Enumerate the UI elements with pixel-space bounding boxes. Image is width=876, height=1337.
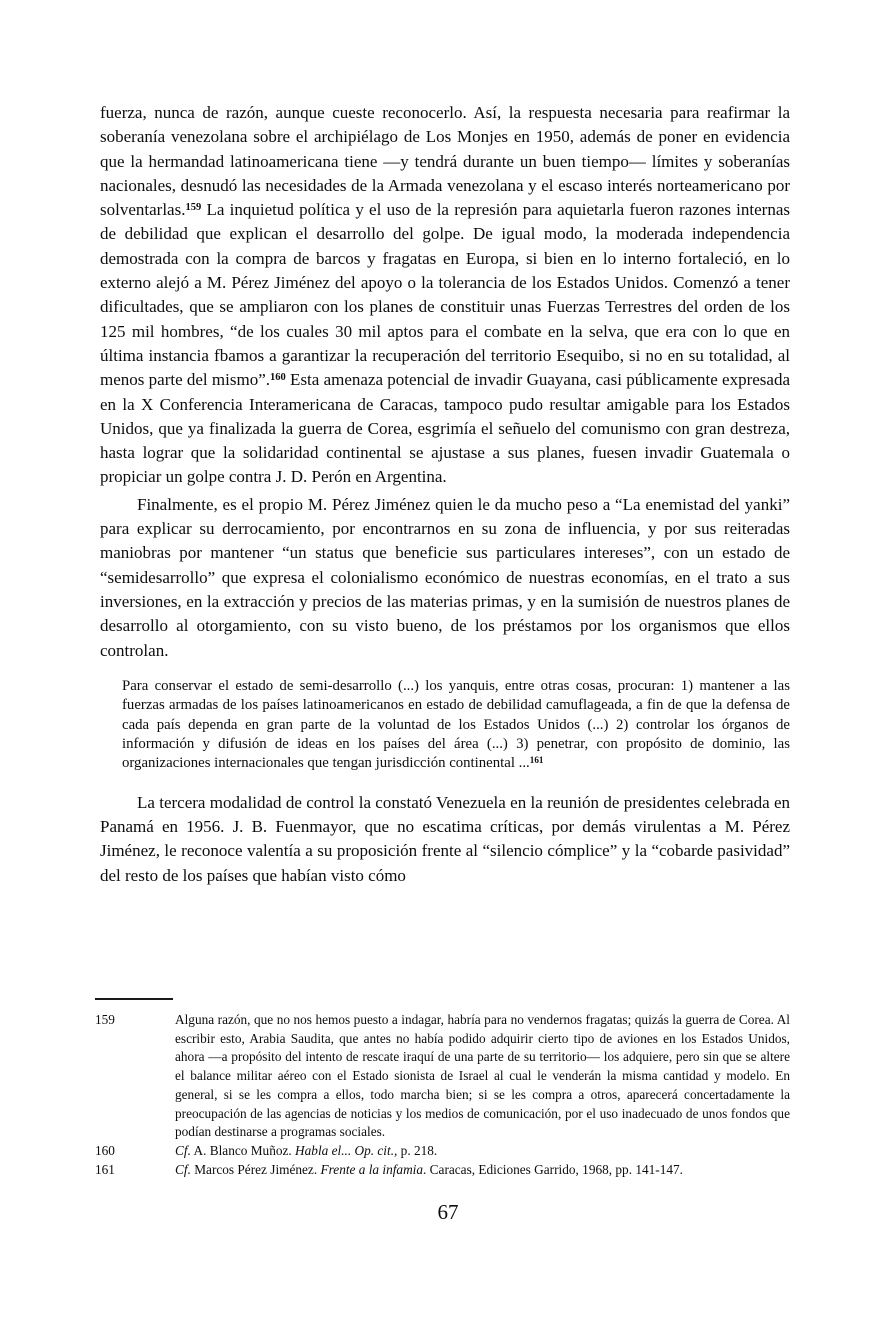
text-segment: fuerza, nunca de razón, aunque cueste reconocerlo. Así, la respuesta necesaria para reafirmar la soberanía venezolana sobre el archipiélago de Los Monjes en 1950, además de poner en evidencia que la hermandad latinoamericana tiene —y tendrá durante un buen tiempo— límites y soberanías nacionales, desnudó las necesidades de la Armada venezolana y el escaso interés norteamericano por solventarlas.	[100, 103, 790, 220]
text-column	[100, 101, 790, 888]
block-quote-semi-desarrollo	[122, 677, 790, 774]
footnote-number: 159	[95, 1012, 115, 1027]
footnote-number: 160	[95, 1142, 115, 1158]
text-segment: Cf.	[175, 1161, 191, 1177]
footnote-text	[175, 1162, 683, 1177]
paragraph-enemistad-del-yanki	[100, 493, 790, 663]
text-segment: Finalmente, es el propio M. Pérez Jiménez quien le da mucho peso a “La enemistad del yanki” para explicar su derrocamiento, por encontrarnos en su zona de influencia, y por sus reiteradas maniobras por mantener “un status que beneficie sus particulares intereses”, con un estado de “semidesarrollo” que expresa el colonialismo económico de nuestras economías, en el trato a sus inversiones, en la extracción y precios de las materias primas, y en la sumisión de nuestros planes de desarrollo al otorgamiento, con su visto bueno, de los préstamos por los organismos que ellos controlan.	[100, 494, 790, 660]
footnote-item	[95, 1161, 790, 1180]
text-segment: Habla el... Op. cit.,	[295, 1142, 398, 1158]
text-segment: La tercera modalidad de control la constató Venezuela en la reunión de presidentes celebrada en Panamá en 1956. J. B. Fuenmayor, que no escatima críticas, por demás virulentas a M. Pérez Jiménez, le reconoce valentía a su proposición frente al “silencio cómplice” y la “cobarde pasividad” del resto de los países que habían visto cómo	[100, 792, 790, 885]
footnote-text	[175, 1143, 437, 1158]
text-segment: La inquietud política y el uso de la represión para aquietarla fueron razones internas de debilidad que explican el desarrollo del golpe. De igual modo, la moderada independencia demostrada con la compra de barcos y fragatas en Europa, si bien en lo interno fortaleció, en lo externo alejó a M. Pérez Jiménez del apoyo o la tolerancia de los Estados Unidos. Comenzó a tener dificultades, que se ampliaron con los planes de constituir unas Fuerzas Terrestres del orden de los 125 mil hombres, “de los cuales 30 mil aptos para el combate en la selva, que era con lo que en última instancia fbamos a garantizar la recuperación del territorio Esequibo, si no en su totalidad, al menos parte del mismo”.	[100, 200, 790, 390]
text-segment: Esta amenaza potencial de invadir Guayana, casi públicamente expresada en la X Conferencia Interamericana de Caracas, tampoco pudo resultar amigable para los Estados Unidos, que ya finalizada la guerra de Corea, esgrimía el señuelo del comunismo con gran destreza, hasta lograr que la solidaridad continental se ajustase a sus planes, fuesen invadir Guatemala o propiciar un golpe contra J. D. Perón en Argentina.	[100, 370, 790, 487]
footnote-number: 161	[95, 1161, 115, 1177]
footnote-text	[175, 1012, 790, 1139]
text-segment: Para conservar el estado de semi-desarrollo (...) los yanquis, entre otras cosas, procuran: 1) mantener a las fuerzas armadas de los países latinoamericanos en estado de debilidad camuflageada, a fin de que la defensa de cada país dependa en gran parte de la voluntad de los Estados Unidos (...) 2) controlar los órganos de información y difusión de ideas en los países del área (...) 3) penetrar, con propósito de dominio, las organizaciones internacionales que tengan jurisdicción continental ...	[122, 677, 790, 772]
text-segment: Marcos Pérez Jiménez.	[190, 1161, 321, 1177]
footnotes-section	[95, 998, 790, 1179]
footnote-ref: 161	[529, 755, 544, 766]
paragraph-opening	[100, 101, 790, 490]
footnote-item	[95, 1011, 790, 1142]
text-segment: A. Blanco Muñoz.	[190, 1142, 296, 1158]
page-number: 67	[437, 1200, 459, 1224]
text-segment: Frente a la infamia	[320, 1161, 424, 1177]
text-segment: . Caracas, Ediciones Garrido, 1968, pp. 141-147.	[423, 1161, 683, 1177]
text-segment: Cf.	[175, 1142, 191, 1158]
footnote-ref: 160	[270, 372, 286, 384]
paragraph-tercera-modalidad	[100, 791, 790, 888]
footnote-ref: 159	[185, 202, 202, 214]
text-segment: Alguna razón, que no nos hemos puesto a indagar, habría para no vendernos fragatas; quizás la guerra de Corea. Al escribir esto, Arabia Saudita, que antes no había podido adquirir cierto tipo de aviones en los Estados Unidos, ahora —a propósito del intento de rescate iraquí de una parte de su territorio— los adquiere, pero sin que se altere el balance militar aéreo con el Estado sionista de Israel al cual le venderán la misma cantidad y modelo. En general, si se les compra a ellos, todo marcha bien; si se les compra a otros, aparecerá concertadamente la preocupación de las agencias de noticias y los medios de comunicación, por el uso inadecuado de unos fondos que podían destinarse a programas sociales.	[175, 1012, 790, 1140]
footnote-item	[95, 1142, 790, 1161]
footnote-rule	[95, 998, 173, 1000]
text-segment: p. 218.	[397, 1142, 438, 1158]
